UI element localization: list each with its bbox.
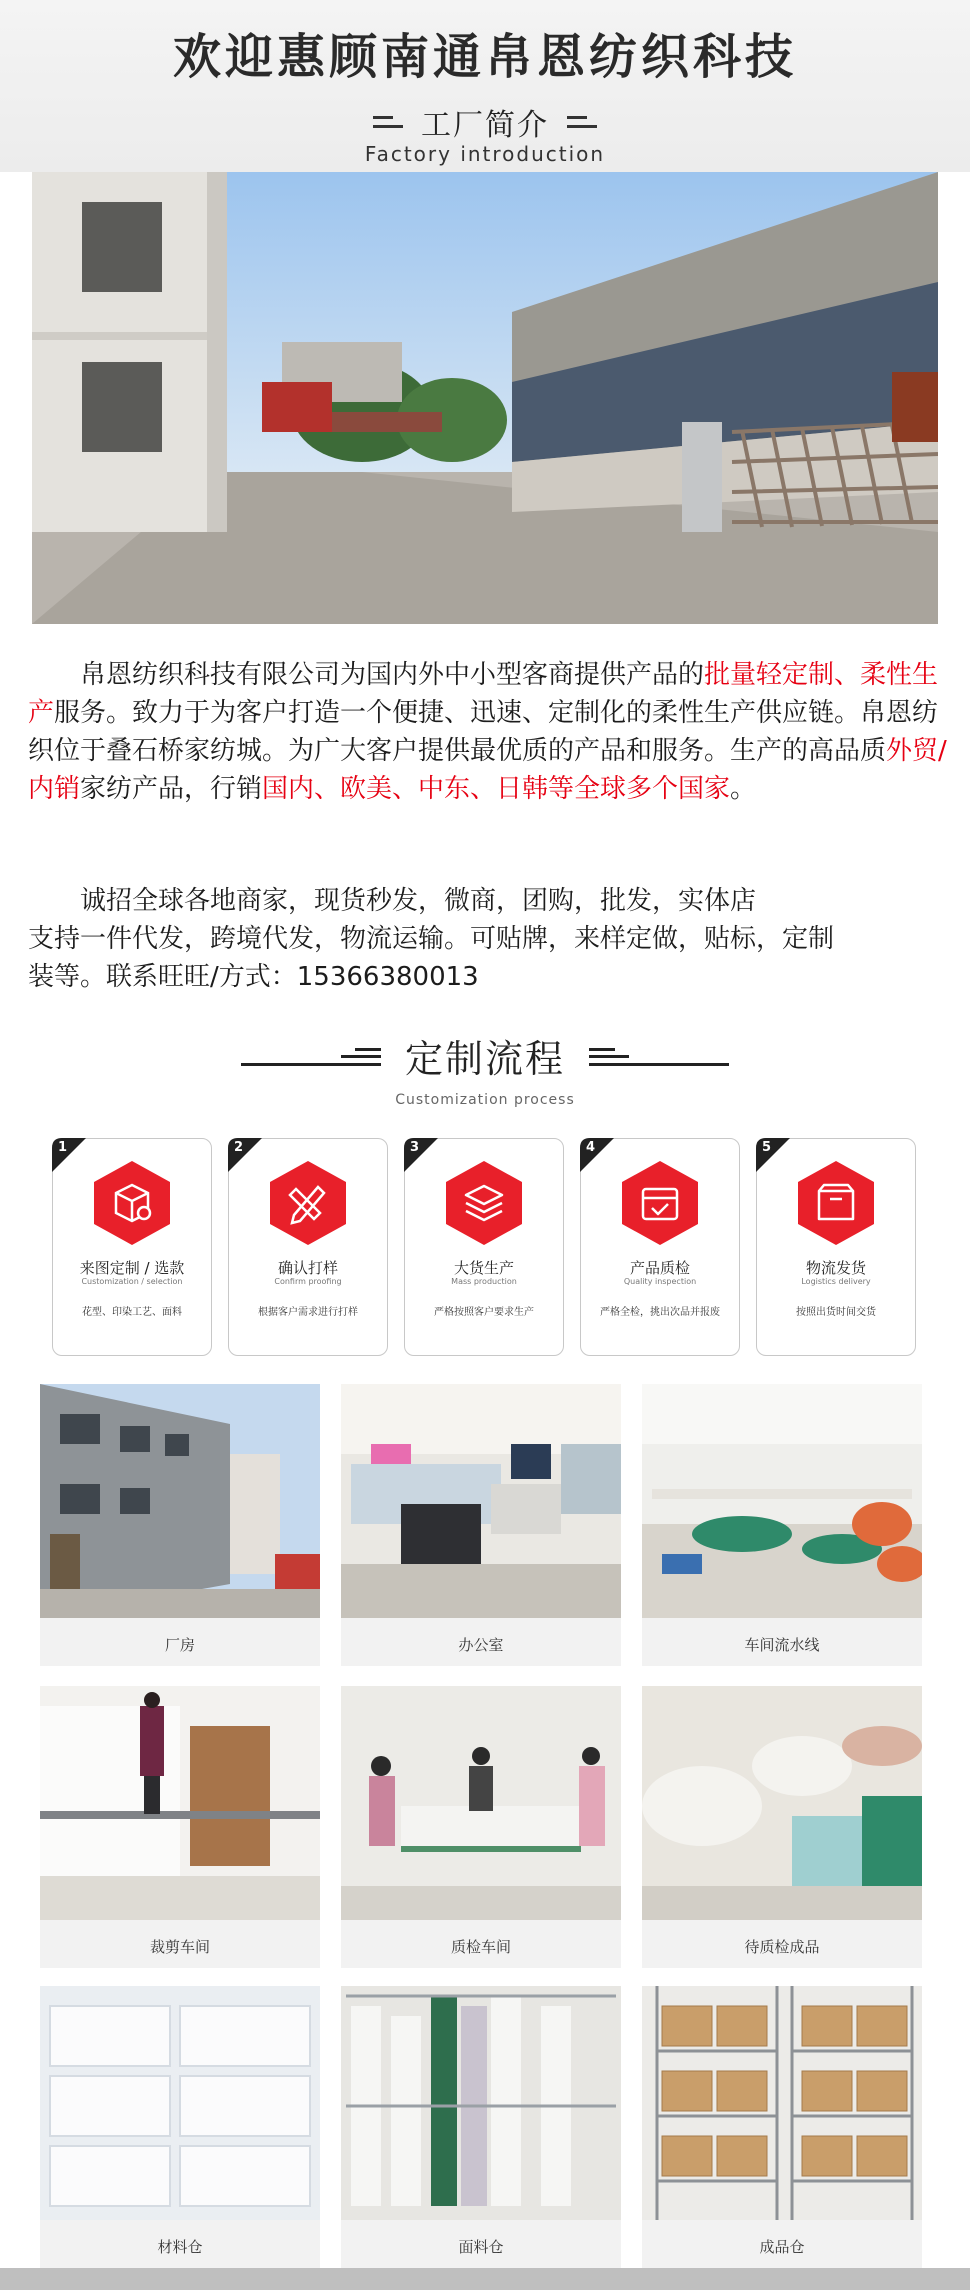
material-warehouse-photo bbox=[40, 1986, 320, 2220]
factory-exterior-photo bbox=[32, 172, 938, 624]
company-intro-paragraph bbox=[28, 656, 948, 808]
intro-highlight-1: 批量轻定制、柔性生产 bbox=[28, 660, 939, 728]
process-step bbox=[228, 1138, 388, 1356]
step-title: 确认打样 bbox=[277, 1259, 338, 1277]
gallery-item-quality-workshop bbox=[341, 1686, 621, 1968]
gallery-item-material-warehouse bbox=[40, 1986, 320, 2268]
process-subtitle: Customization process bbox=[395, 1092, 575, 1108]
intro-highlight-2: 外贸/内销 bbox=[28, 736, 947, 804]
intro-text-4: 。 bbox=[730, 774, 757, 804]
process-step bbox=[52, 1138, 212, 1356]
gallery-item-assembly-line bbox=[642, 1384, 922, 1666]
step-title-en: Customization / selection bbox=[81, 1277, 183, 1286]
gallery-caption: 待质检成品 bbox=[744, 1938, 820, 1956]
process-title-row bbox=[0, 1028, 970, 1083]
section-title-row bbox=[0, 100, 970, 144]
recruit-paragraph bbox=[28, 882, 948, 996]
gallery-item-cutting-workshop bbox=[40, 1686, 320, 1968]
layers-icon bbox=[446, 1161, 522, 1245]
gallery-item-fabric-warehouse bbox=[341, 1986, 621, 2268]
process-title: 定制流程 bbox=[404, 1037, 565, 1081]
process-step bbox=[404, 1138, 564, 1356]
intro-text-3: 家纺产品，行销 bbox=[80, 774, 263, 804]
process-decoration-right bbox=[589, 1046, 729, 1066]
office-photo bbox=[341, 1384, 621, 1618]
quality-workshop-photo bbox=[341, 1686, 621, 1920]
step-description: 花型、印染工艺、面料 bbox=[82, 1307, 182, 1318]
step-title: 物流发货 bbox=[805, 1259, 866, 1277]
process-steps bbox=[52, 1138, 918, 1356]
process-step bbox=[580, 1138, 740, 1356]
gallery-item-factory-building bbox=[40, 1384, 320, 1666]
step-title: 来图定制 / 选款 bbox=[79, 1259, 185, 1277]
step-description: 严格按照客户要求生产 bbox=[434, 1307, 534, 1318]
step-description: 根据客户需求进行打样 bbox=[258, 1307, 358, 1318]
step-description: 按照出货时间交货 bbox=[796, 1307, 876, 1318]
delivery-box-icon bbox=[798, 1161, 874, 1245]
gallery-caption: 车间流水线 bbox=[744, 1636, 820, 1654]
step-title-en: Confirm proofing bbox=[274, 1277, 342, 1286]
fabric-warehouse-photo bbox=[341, 1986, 621, 2220]
step-title: 产品质检 bbox=[629, 1259, 690, 1277]
title-decoration-right bbox=[567, 116, 597, 128]
page-title: 欢迎惠顾南通帛恩纺织科技 bbox=[172, 29, 797, 85]
recruit-line-2: 支持一件代发，跨境代发，物流运输。可贴牌，来样定做，贴标，定制 bbox=[28, 924, 835, 954]
assembly-line-photo bbox=[642, 1384, 922, 1618]
intro-highlight-3: 国内、欧美、中东、日韩等全球多个国家 bbox=[262, 774, 731, 804]
gallery-caption: 办公室 bbox=[458, 1636, 504, 1654]
gallery-caption: 材料仓 bbox=[157, 2238, 203, 2256]
recruit-line-3: 装等。联系旺旺/方式：15366380013 bbox=[28, 962, 479, 992]
step-title-en: Quality inspection bbox=[623, 1277, 697, 1286]
gallery-caption: 面料仓 bbox=[458, 2238, 504, 2256]
gallery-item-finished-warehouse bbox=[642, 1986, 922, 2268]
gallery-item-pending-inspection bbox=[642, 1686, 922, 1968]
step-number-badge: 2 bbox=[228, 1138, 262, 1172]
gallery-caption: 厂房 bbox=[164, 1636, 195, 1654]
step-title-en: Logistics delivery bbox=[801, 1277, 871, 1286]
gallery-caption: 裁剪车间 bbox=[149, 1938, 210, 1956]
pencil-ruler-icon bbox=[270, 1161, 346, 1245]
intro-text-1: 帛恩纺织科技有限公司为国内外中小型客商提供产品的 bbox=[80, 660, 705, 690]
gear-box-icon bbox=[94, 1161, 170, 1245]
step-number-badge: 1 bbox=[52, 1138, 86, 1172]
gallery-item-office bbox=[341, 1384, 621, 1666]
step-title: 大货生产 bbox=[453, 1259, 514, 1277]
finished-warehouse-photo bbox=[642, 1986, 922, 2220]
section-title-en: Factory introduction bbox=[364, 142, 606, 166]
step-number-badge: 3 bbox=[404, 1138, 438, 1172]
gallery-caption: 质检车间 bbox=[450, 1938, 511, 1956]
pending-inspection-photo bbox=[642, 1686, 922, 1920]
step-number-badge: 4 bbox=[580, 1138, 614, 1172]
process-decoration-left bbox=[241, 1046, 381, 1066]
inspection-box-icon bbox=[622, 1161, 698, 1245]
title-decoration-left bbox=[373, 116, 403, 128]
process-step bbox=[756, 1138, 916, 1356]
bottom-band bbox=[0, 2268, 970, 2290]
step-description: 严格全检，挑出次品并报废 bbox=[600, 1307, 720, 1318]
cutting-workshop-photo bbox=[40, 1686, 320, 1920]
intro-text-2: 服务。致力于为客户打造一个便捷、迅速、定制化的柔性生产供应链。帛恩纺织位于叠石桥家纺城。为广大客户提供最优质的产品和服务。生产的高品质 bbox=[28, 698, 939, 766]
step-number-badge: 5 bbox=[756, 1138, 790, 1172]
step-title-en: Mass production bbox=[451, 1277, 517, 1286]
section-title: 工厂简介 bbox=[421, 108, 549, 143]
gallery-caption: 成品仓 bbox=[759, 2238, 805, 2256]
recruit-line-1: 诚招全球各地商家，现货秒发，微商，团购，批发，实体店 bbox=[80, 886, 757, 916]
factory-building-photo bbox=[40, 1384, 320, 1618]
